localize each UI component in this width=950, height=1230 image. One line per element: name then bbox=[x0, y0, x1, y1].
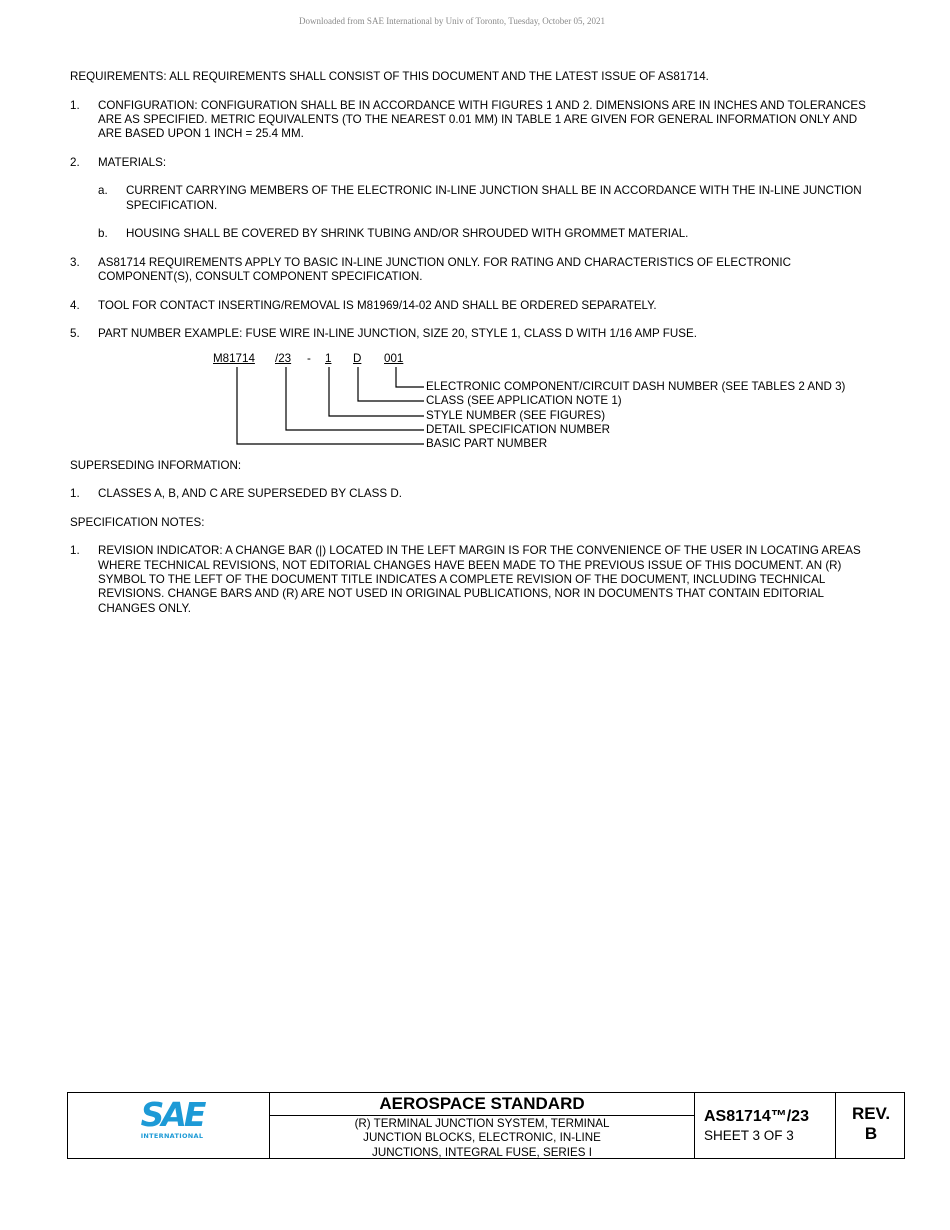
section-text: AS81714 REQUIREMENTS APPLY TO BASIC IN-LINE JUNCTION ONLY. FOR RATING AND CHARACTERISTICS OF ELECTRONIC COMPONENT(S), CONSULT COMPONENT SPECIFICATION. bbox=[98, 255, 791, 284]
leader-line-class bbox=[358, 367, 424, 401]
pn-part-style: 1 bbox=[325, 351, 332, 365]
section-text: REVISION INDICATOR: A CHANGE BAR (|) LOCATED IN THE LEFT MARGIN IS FOR THE CONVENIENCE OF THE USER IN LOCATING AREAS WHERE TECHNICAL REVISIONS, NOT EDITORIAL CHANGES HAVE BEEN MADE TO THE PREVIOUS ISSUE OF THIS DOCUMENT. AN (R) SYMBOL TO THE LEFT OF THE DOCUMENT TITLE INDICATES A COMPLETE REVISION OF THE DOCUMENT, INCLUDING TECHNICAL REVISIONS. CHANGE BARS AND (R) ARE NOT USED IN ORIGINAL PUBLICATIONS, NOR IN DOCUMENTS THAT CONTAIN EDITORIAL CHANGES ONLY. bbox=[98, 544, 861, 615]
pn-label-basic-part: BASIC PART NUMBER bbox=[426, 436, 548, 450]
section-materials bbox=[70, 156, 870, 170]
download-watermark: Downloaded from SAE International by Univ of Toronto, Tuesday, October 05, 2021 bbox=[298, 16, 606, 26]
section-number: 1. bbox=[70, 98, 80, 112]
pn-label-dash-number: ELECTRONIC COMPONENT/CIRCUIT DASH NUMBER (SEE TABLES 2 AND 3) bbox=[426, 379, 846, 393]
section-configuration bbox=[70, 99, 870, 142]
title-block-rev-cell bbox=[836, 1093, 906, 1158]
pn-part-basic: M81714 bbox=[213, 351, 255, 365]
materials-item-a bbox=[70, 184, 870, 213]
title-block-logo-cell bbox=[68, 1093, 270, 1158]
subsection-letter: a. bbox=[98, 184, 108, 198]
spec-note-item bbox=[70, 544, 870, 615]
part-number-diagram bbox=[70, 352, 870, 452]
pn-label-detail-spec: DETAIL SPECIFICATION NUMBER bbox=[426, 422, 611, 436]
revision-value: B bbox=[864, 1124, 878, 1143]
document-title-line: JUNCTION BLOCKS, ELECTRONIC, IN-LINE bbox=[363, 1131, 601, 1145]
document-title bbox=[270, 1116, 694, 1160]
section-number: 4. bbox=[70, 298, 80, 312]
section-number: 1. bbox=[70, 487, 80, 501]
sae-logo bbox=[132, 1095, 212, 1140]
section-tool bbox=[70, 299, 870, 313]
pn-part-detail: /23 bbox=[275, 351, 292, 365]
pn-part-class: D bbox=[353, 351, 362, 365]
section-number: 2. bbox=[70, 155, 80, 169]
materials-item-b bbox=[70, 227, 870, 241]
section-text: CONFIGURATION: CONFIGURATION SHALL BE IN ACCORDANCE WITH FIGURES 1 AND 2. DIMENSIONS ARE IN INCHES AND TOLERANCES ARE AS SPECIFIED. METRIC EQUIVALENTS (TO THE NEAREST 0.01 MM) IN TABLE 1 ARE GIVEN FOR GENERAL INFORMATION ONLY AND ARE BASED UPON 1 INCH = 25.4 MM. bbox=[98, 98, 866, 141]
leader-line-detail-spec bbox=[286, 367, 424, 430]
standard-heading: AEROSPACE STANDARD bbox=[270, 1093, 694, 1116]
section-text: CLASSES A, B, AND C ARE SUPERSEDED BY CLASS D. bbox=[98, 487, 402, 501]
pn-part-dash: 001 bbox=[384, 351, 404, 365]
section-applicability bbox=[70, 256, 870, 285]
subsection-text: HOUSING SHALL BE COVERED BY SHRINK TUBING AND/OR SHROUDED WITH GROMMET MATERIAL. bbox=[126, 227, 689, 241]
superseding-heading: SUPERSEDING INFORMATION: bbox=[70, 458, 242, 472]
section-part-number-example bbox=[70, 327, 870, 341]
section-number: 1. bbox=[70, 544, 80, 558]
section-text: MATERIALS: bbox=[98, 155, 167, 169]
sae-logo-mark: SAE bbox=[140, 1095, 204, 1134]
section-number: 3. bbox=[70, 255, 80, 269]
requirements-intro: REQUIREMENTS: ALL REQUIREMENTS SHALL CONSIST OF THIS DOCUMENT AND THE LATEST ISSUE OF AS81714. bbox=[70, 70, 709, 83]
leader-line-dash-number bbox=[396, 367, 424, 387]
pn-label-class: CLASS (SEE APPLICATION NOTE 1) bbox=[426, 393, 622, 407]
section-text: PART NUMBER EXAMPLE: FUSE WIRE IN-LINE JUNCTION, SIZE 20, STYLE 1, CLASS D WITH 1/16 AMP FUSE. bbox=[98, 327, 697, 341]
section-text: TOOL FOR CONTACT INSERTING/REMOVAL IS M81969/14-02 AND SHALL BE ORDERED SEPARATELY. bbox=[98, 298, 657, 312]
subsection-text: CURRENT CARRYING MEMBERS OF THE ELECTRONIC IN-LINE JUNCTION SHALL BE IN ACCORDANCE WITH THE IN-LINE JUNCTION SPECIFICATION. bbox=[126, 184, 862, 212]
document-title-line: JUNCTIONS, INTEGRAL FUSE, SERIES I bbox=[372, 1145, 592, 1159]
title-block-doc-cell bbox=[695, 1093, 836, 1158]
section-number: 5. bbox=[70, 327, 80, 341]
document-body bbox=[70, 70, 870, 616]
sae-logo-subtext: INTERNATIONAL bbox=[140, 1132, 204, 1140]
superseding-item bbox=[70, 487, 870, 501]
sheet-number: SHEET 3 OF 3 bbox=[704, 1128, 794, 1143]
pn-label-style: STYLE NUMBER (SEE FIGURES) bbox=[426, 408, 606, 422]
title-block-title-cell bbox=[270, 1093, 695, 1158]
leader-line-style bbox=[329, 367, 424, 416]
spec-notes-heading: SPECIFICATION NOTES: bbox=[70, 515, 205, 529]
document-number: AS81714™/23 bbox=[704, 1108, 809, 1125]
title-block bbox=[67, 1092, 905, 1159]
revision-label: REV. bbox=[851, 1104, 891, 1123]
pn-part-separator: - bbox=[307, 351, 311, 365]
document-title-line: (R) TERMINAL JUNCTION SYSTEM, TERMINAL bbox=[354, 1117, 610, 1130]
subsection-letter: b. bbox=[98, 227, 108, 241]
